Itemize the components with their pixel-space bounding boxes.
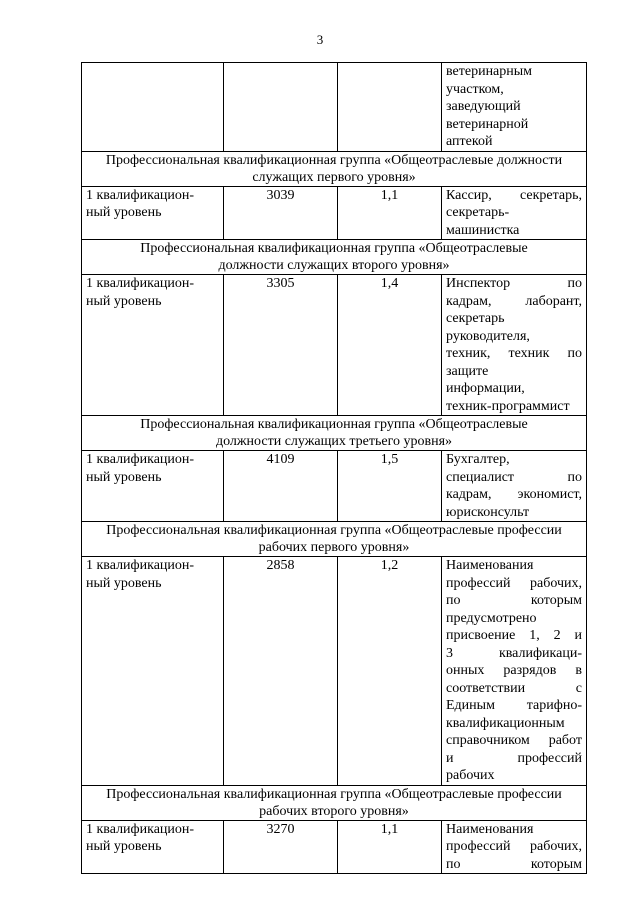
position-line: Бухгалтер, xyxy=(446,452,510,467)
coefficient-cell: 1,1 xyxy=(338,820,442,874)
level-line: 1 квалификацион- xyxy=(86,821,195,837)
level-cell xyxy=(82,63,224,152)
table-row xyxy=(82,275,587,416)
group-title-line: Профессиональная квалификационная группа «Общеотраслевые профессии xyxy=(106,786,562,802)
group-header-row xyxy=(82,522,587,557)
position-line: Кассир, секретарь, xyxy=(446,187,582,203)
group-title-line: рабочих второго уровня» xyxy=(259,803,409,819)
position-line: руководителя, xyxy=(446,328,530,344)
position-line: кадрам, лаборант, xyxy=(446,293,582,309)
group-header-row xyxy=(82,240,587,275)
level-line: ный уровень xyxy=(86,293,162,309)
salary-cell: 2858 xyxy=(224,557,338,786)
position-line: ветеринарным xyxy=(446,64,533,79)
position-line: по которым xyxy=(446,593,582,608)
position-cell xyxy=(442,451,587,522)
position-line: Единым тарифно- xyxy=(446,698,582,713)
level-line: 1 квалификацион- xyxy=(86,276,195,291)
table-row xyxy=(82,557,587,786)
salary-cell: 4109 xyxy=(224,451,338,522)
position-line: и профессий xyxy=(446,750,582,766)
position-cell xyxy=(442,820,587,874)
table-row xyxy=(82,186,587,240)
position-line: кадрам, экономист, xyxy=(446,487,582,502)
group-title-line: Профессиональная квалификационная группа «Общеотраслевые профессии xyxy=(106,523,562,538)
position-cell xyxy=(442,186,587,240)
level-line: ный уровень xyxy=(86,469,162,485)
group-title-line: должности служащих второго уровня» xyxy=(218,258,450,273)
position-cell xyxy=(442,275,587,416)
position-line: секретарь xyxy=(446,311,505,326)
level-line: ный уровень xyxy=(86,839,162,854)
position-line: секретарь- xyxy=(446,205,510,220)
level-line: 1 квалификацион- xyxy=(86,187,195,203)
position-line: профессий рабочих, xyxy=(446,839,582,854)
group-title-line: Профессиональная квалификационная группа «Общеотраслевые xyxy=(140,241,528,256)
position-line: заведующий xyxy=(446,99,521,114)
position-line: техник, техник по xyxy=(446,346,582,361)
coefficient-cell xyxy=(338,63,442,152)
level-line: 1 квалификацион- xyxy=(86,452,195,467)
group-title xyxy=(82,785,587,820)
salary-cell: 3270 xyxy=(224,820,338,874)
salary-cell xyxy=(224,63,338,152)
position-line: предусмотрено xyxy=(446,610,537,626)
position-line: защите xyxy=(446,363,489,379)
group-header-row xyxy=(82,151,587,186)
qualification-table xyxy=(81,62,587,874)
group-title xyxy=(82,151,587,186)
position-line: присвоение 1, 2 и xyxy=(446,628,582,643)
position-line: ветеринарной xyxy=(446,116,529,132)
group-title xyxy=(82,522,587,557)
group-title-line: рабочих первого уровня» xyxy=(258,540,410,555)
position-line: информации, xyxy=(446,381,525,396)
position-line: Инспектор по xyxy=(446,276,582,291)
group-title-line: Профессиональная квалификационная группа «Общеотраслевые xyxy=(140,417,528,432)
group-title-line: должности служащих третьего уровня» xyxy=(215,434,453,449)
group-title xyxy=(82,240,587,275)
group-header-row xyxy=(82,785,587,820)
position-line: юрисконсульт xyxy=(446,504,530,520)
position-line: соответствии с xyxy=(446,680,582,696)
table-row xyxy=(82,451,587,522)
group-title xyxy=(82,416,587,451)
position-line: рабочих xyxy=(446,768,495,783)
page-number: 3 xyxy=(316,32,324,47)
coefficient-cell: 1,5 xyxy=(338,451,442,522)
position-line: 3 квалификаци- xyxy=(446,645,582,661)
level-cell xyxy=(82,557,224,786)
table-row xyxy=(82,820,587,874)
position-line: специалист по xyxy=(446,469,582,485)
salary-cell: 3039 xyxy=(224,186,338,240)
coefficient-cell: 1,1 xyxy=(338,186,442,240)
position-cell xyxy=(442,63,587,152)
position-line: профессий рабочих, xyxy=(446,575,582,591)
position-line: квалификационным xyxy=(446,715,565,731)
salary-cell: 3305 xyxy=(224,275,338,416)
group-title-line: служащих первого уровня» xyxy=(252,169,416,185)
level-line: 1 квалификацион- xyxy=(86,558,195,573)
position-cell xyxy=(442,557,587,786)
level-line: ный уровень xyxy=(86,205,162,220)
level-cell xyxy=(82,275,224,416)
coefficient-cell: 1,2 xyxy=(338,557,442,786)
level-line: ный уровень xyxy=(86,575,162,591)
position-line: Наименования xyxy=(446,558,534,573)
position-line: онных разрядов в xyxy=(446,663,582,678)
position-line: участком, xyxy=(446,81,504,97)
position-line: Наименования xyxy=(446,821,534,837)
position-line: техник-программист xyxy=(446,398,570,414)
level-cell xyxy=(82,820,224,874)
position-line: справочником работ xyxy=(446,733,582,748)
group-title-line: Профессиональная квалификационная группа «Общеотраслевые должности xyxy=(105,152,563,168)
group-header-row xyxy=(82,416,587,451)
position-line: машинистка xyxy=(446,222,520,238)
level-cell xyxy=(82,186,224,240)
position-line: по которым xyxy=(446,856,582,872)
table-row xyxy=(82,63,587,152)
position-line: аптекой xyxy=(446,134,493,149)
coefficient-cell: 1,4 xyxy=(338,275,442,416)
level-cell xyxy=(82,451,224,522)
